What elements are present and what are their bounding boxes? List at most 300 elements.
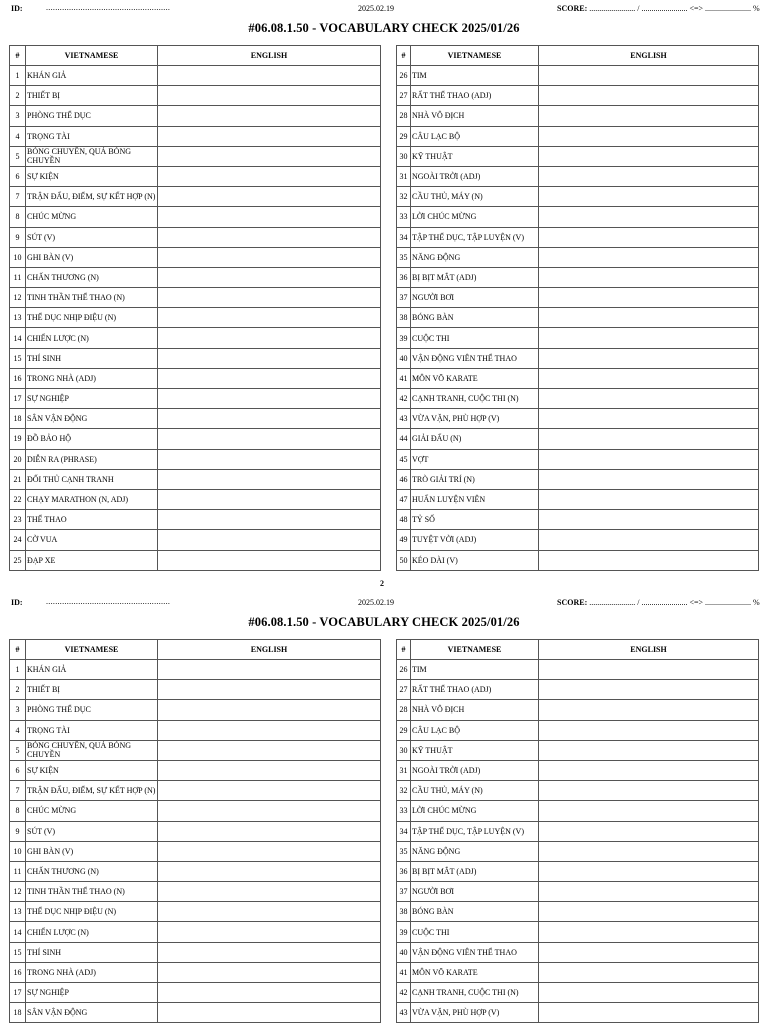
vocab-table-right (396, 45, 759, 571)
vietnamese-word: RẤT THỂ THAO (ADJ) (411, 680, 539, 700)
english-answer-cell[interactable] (158, 550, 381, 570)
vietnamese-word: SÂN VẬN ĐỘNG (26, 409, 158, 429)
english-answer-cell[interactable] (158, 660, 381, 680)
vietnamese-word: TUYỆT VỜI (ADJ) (411, 530, 539, 550)
english-answer-cell[interactable] (158, 760, 381, 780)
col-english-header: ENGLISH (158, 46, 381, 66)
row-number: 27 (397, 680, 411, 700)
english-answer-cell[interactable] (158, 781, 381, 801)
table-row (10, 720, 381, 740)
row-number: 34 (397, 821, 411, 841)
table-row (397, 267, 759, 287)
vietnamese-word: VẬN ĐỘNG VIÊN THỂ THAO (411, 942, 539, 962)
row-number: 26 (397, 660, 411, 680)
english-answer-cell[interactable] (158, 922, 381, 942)
table-row (10, 801, 381, 821)
row-number: 10 (10, 247, 26, 267)
worksheet-header (0, 2, 768, 16)
english-answer-cell[interactable] (539, 146, 759, 166)
row-number: 12 (10, 288, 26, 308)
table-row (10, 389, 381, 409)
vietnamese-word: CỜ VUA (26, 530, 158, 550)
row-number: 40 (397, 942, 411, 962)
english-answer-cell[interactable] (539, 429, 759, 449)
vietnamese-word: HUẤN LUYỆN VIÊN (411, 489, 539, 509)
vietnamese-word: NGƯỜI BƠI (411, 882, 539, 902)
english-answer-cell[interactable] (158, 902, 381, 922)
row-number: 34 (397, 227, 411, 247)
vietnamese-word: CÂU LẠC BỘ (411, 126, 539, 146)
english-answer-cell[interactable] (539, 267, 759, 287)
vietnamese-word: BÓNG CHUYỀN, QUẢ BÓNG CHUYỀN (26, 146, 158, 166)
row-number: 20 (10, 449, 26, 469)
vietnamese-word: CHIẾN LƯỢC (N) (26, 328, 158, 348)
score-blank: ....................... / ....................... <=> ....................... % (589, 4, 760, 13)
table-row (10, 962, 381, 982)
vietnamese-word: THIẾT BỊ (26, 680, 158, 700)
row-number: 37 (397, 288, 411, 308)
english-answer-cell[interactable] (539, 510, 759, 530)
row-number: 32 (397, 187, 411, 207)
english-answer-cell[interactable] (158, 801, 381, 821)
english-answer-cell[interactable] (158, 429, 381, 449)
row-number: 40 (397, 348, 411, 368)
english-answer-cell[interactable] (539, 821, 759, 841)
vietnamese-word: VỪA VẶN, PHÙ HỢP (V) (411, 409, 539, 429)
row-number: 30 (397, 740, 411, 760)
english-answer-cell[interactable] (539, 227, 759, 247)
row-number: 13 (10, 308, 26, 328)
table-row (10, 308, 381, 328)
table-row (397, 530, 759, 550)
vietnamese-word: BỊ BỊT MẮT (ADJ) (411, 267, 539, 287)
vietnamese-word: CUỘC THI (411, 328, 539, 348)
english-answer-cell[interactable] (158, 247, 381, 267)
english-answer-cell[interactable] (539, 550, 759, 570)
row-number: 8 (10, 207, 26, 227)
english-answer-cell[interactable] (158, 983, 381, 1003)
table-row (10, 700, 381, 720)
vietnamese-word: NĂNG ĐỘNG (411, 247, 539, 267)
vietnamese-word: VẬN ĐỘNG VIÊN THỂ THAO (411, 348, 539, 368)
table-row (397, 409, 759, 429)
vietnamese-word: MÔN VÕ KARATE (411, 962, 539, 982)
vietnamese-word: NGOÀI TRỜI (ADJ) (411, 166, 539, 186)
table-row (10, 166, 381, 186)
row-number: 14 (10, 922, 26, 942)
row-number: 2 (10, 680, 26, 700)
english-answer-cell[interactable] (539, 942, 759, 962)
table-row (10, 781, 381, 801)
date: 2025.02.19 (358, 4, 394, 13)
english-answer-cell[interactable] (539, 700, 759, 720)
row-number: 33 (397, 801, 411, 821)
page-title: #06.08.1.50 - VOCABULARY CHECK 2025/01/26 (248, 21, 520, 35)
vietnamese-word: ĐỐI THỦ CẠNH TRANH (26, 469, 158, 489)
row-number: 6 (10, 760, 26, 780)
table-row (10, 227, 381, 247)
row-number: 47 (397, 489, 411, 509)
english-answer-cell[interactable] (539, 962, 759, 982)
row-number: 48 (397, 510, 411, 530)
table-header-row (10, 46, 381, 66)
english-answer-cell[interactable] (158, 106, 381, 126)
table-row (10, 106, 381, 126)
row-number: 4 (10, 126, 26, 146)
english-answer-cell[interactable] (539, 680, 759, 700)
table-row (10, 288, 381, 308)
row-number: 17 (10, 389, 26, 409)
vietnamese-word: TRẬN ĐẤU, ĐIỂM, SỰ KẾT HỢP (N) (26, 781, 158, 801)
table-row (397, 680, 759, 700)
row-number: 7 (10, 781, 26, 801)
row-number: 26 (397, 66, 411, 86)
row-number: 3 (10, 700, 26, 720)
table-row (10, 942, 381, 962)
row-number: 5 (10, 740, 26, 760)
english-answer-cell[interactable] (158, 1003, 381, 1023)
table-row (397, 983, 759, 1003)
vietnamese-word: SÚT (V) (26, 821, 158, 841)
row-number: 35 (397, 841, 411, 861)
score-blank: ....................... / ....................... <=> ....................... % (589, 598, 760, 607)
english-answer-cell[interactable] (539, 308, 759, 328)
col-num-header: # (397, 640, 411, 660)
table-row (10, 841, 381, 861)
row-number: 22 (10, 489, 26, 509)
row-number: 25 (10, 550, 26, 570)
english-answer-cell[interactable] (539, 1003, 759, 1023)
row-number: 12 (10, 882, 26, 902)
english-answer-cell[interactable] (539, 389, 759, 409)
table-row (397, 348, 759, 368)
row-number: 18 (10, 1003, 26, 1023)
row-number: 17 (10, 983, 26, 1003)
english-answer-cell[interactable] (158, 720, 381, 740)
english-answer-cell[interactable] (539, 86, 759, 106)
row-number: 36 (397, 861, 411, 881)
english-answer-cell[interactable] (158, 166, 381, 186)
table-row (10, 126, 381, 146)
vietnamese-word: BÓNG BÀN (411, 308, 539, 328)
row-number: 50 (397, 550, 411, 570)
english-answer-cell[interactable] (158, 126, 381, 146)
table-row (10, 207, 381, 227)
table-row (397, 660, 759, 680)
row-number: 9 (10, 821, 26, 841)
english-answer-cell[interactable] (539, 530, 759, 550)
table-row (10, 660, 381, 680)
english-answer-cell[interactable] (539, 489, 759, 509)
english-answer-cell[interactable] (539, 106, 759, 126)
row-number: 10 (10, 841, 26, 861)
table-row (397, 166, 759, 186)
table-row (397, 922, 759, 942)
row-number: 29 (397, 126, 411, 146)
vietnamese-word: GHI BÀN (V) (26, 247, 158, 267)
table-row (10, 469, 381, 489)
date: 2025.02.19 (358, 598, 394, 607)
row-number: 19 (10, 429, 26, 449)
row-number: 13 (10, 902, 26, 922)
vietnamese-word: BÓNG CHUYỀN, QUẢ BÓNG CHUYỀN (26, 740, 158, 760)
vietnamese-word: NGƯỜI BƠI (411, 288, 539, 308)
row-number: 45 (397, 449, 411, 469)
vietnamese-word: SÂN VẬN ĐỘNG (26, 1003, 158, 1023)
row-number: 18 (10, 409, 26, 429)
english-answer-cell[interactable] (158, 66, 381, 86)
table-row (10, 489, 381, 509)
row-number: 3 (10, 106, 26, 126)
english-answer-cell[interactable] (539, 983, 759, 1003)
vietnamese-word: SỰ KIỆN (26, 760, 158, 780)
table-row (397, 66, 759, 86)
vietnamese-word: TỶ SỐ (411, 510, 539, 530)
table-row (10, 680, 381, 700)
row-number: 16 (10, 962, 26, 982)
english-answer-cell[interactable] (539, 368, 759, 388)
col-vietnamese-header: VIETNAMESE (411, 640, 539, 660)
vietnamese-word: KỸ THUẬT (411, 146, 539, 166)
english-answer-cell[interactable] (539, 207, 759, 227)
english-answer-cell[interactable] (539, 409, 759, 429)
table-row (397, 227, 759, 247)
english-answer-cell[interactable] (158, 700, 381, 720)
table-row (397, 429, 759, 449)
english-answer-cell[interactable] (158, 861, 381, 881)
table-row (397, 126, 759, 146)
vietnamese-word: TRẬN ĐẤU, ĐIỂM, SỰ KẾT HỢP (N) (26, 187, 158, 207)
english-answer-cell[interactable] (158, 489, 381, 509)
col-english-header: ENGLISH (158, 640, 381, 660)
english-answer-cell[interactable] (158, 308, 381, 328)
table-header-row (397, 640, 759, 660)
vietnamese-word: THIẾT BỊ (26, 86, 158, 106)
col-vietnamese-header: VIETNAMESE (26, 640, 158, 660)
english-answer-cell[interactable] (158, 942, 381, 962)
table-row (10, 550, 381, 570)
vietnamese-word: LỜI CHÚC MỪNG (411, 207, 539, 227)
english-answer-cell[interactable] (158, 882, 381, 902)
row-number: 39 (397, 328, 411, 348)
english-answer-cell[interactable] (539, 66, 759, 86)
table-row (10, 922, 381, 942)
col-vietnamese-header: VIETNAMESE (411, 46, 539, 66)
english-answer-cell[interactable] (539, 449, 759, 469)
row-number: 1 (10, 66, 26, 86)
table-row (10, 66, 381, 86)
english-answer-cell[interactable] (158, 469, 381, 489)
vietnamese-word: NHÀ VÔ ĐỊCH (411, 700, 539, 720)
english-answer-cell[interactable] (539, 247, 759, 267)
row-number: 46 (397, 469, 411, 489)
english-answer-cell[interactable] (158, 267, 381, 287)
vietnamese-word: VỪA VẶN, PHÙ HỢP (V) (411, 1003, 539, 1023)
table-row (397, 550, 759, 570)
vietnamese-word: TẬP THỂ DỤC, TẬP LUYỆN (V) (411, 227, 539, 247)
english-answer-cell[interactable] (539, 922, 759, 942)
english-answer-cell[interactable] (158, 740, 381, 760)
table-header-row (397, 46, 759, 66)
table-row (397, 489, 759, 509)
vietnamese-word: THỂ THAO (26, 510, 158, 530)
worksheet-header (0, 596, 768, 610)
vietnamese-word: TẬP THỂ DỤC, TẬP LUYỆN (V) (411, 821, 539, 841)
english-answer-cell[interactable] (539, 126, 759, 146)
vocab-table-left (9, 45, 381, 571)
table-row (10, 882, 381, 902)
table-row (397, 781, 759, 801)
row-number: 38 (397, 902, 411, 922)
col-english-header: ENGLISH (539, 640, 759, 660)
english-answer-cell[interactable] (158, 449, 381, 469)
table-row (10, 267, 381, 287)
col-english-header: ENGLISH (539, 46, 759, 66)
table-row (10, 760, 381, 780)
table-row (397, 308, 759, 328)
row-number: 23 (10, 510, 26, 530)
english-answer-cell[interactable] (158, 227, 381, 247)
vietnamese-word: CHẠY MARATHON (N, ADJ) (26, 489, 158, 509)
english-answer-cell[interactable] (539, 781, 759, 801)
vietnamese-word: TRONG NHÀ (ADJ) (26, 962, 158, 982)
table-row (10, 328, 381, 348)
english-answer-cell[interactable] (539, 801, 759, 821)
vietnamese-word: KÉO DÀI (V) (411, 550, 539, 570)
english-answer-cell[interactable] (539, 841, 759, 861)
english-answer-cell[interactable] (158, 841, 381, 861)
vietnamese-word: KHÁN GIẢ (26, 660, 158, 680)
table-row (10, 510, 381, 530)
english-answer-cell[interactable] (158, 348, 381, 368)
table-row (10, 368, 381, 388)
vietnamese-word: CHÚC MỪNG (26, 207, 158, 227)
vietnamese-word: CẦU THỦ, MÁY (N) (411, 187, 539, 207)
row-number: 43 (397, 409, 411, 429)
table-row (397, 1003, 759, 1023)
row-number: 27 (397, 86, 411, 106)
vocab-table-right (396, 639, 759, 1023)
english-answer-cell[interactable] (539, 902, 759, 922)
vietnamese-word: ĐẠP XE (26, 550, 158, 570)
vietnamese-word: PHÒNG THỂ DỤC (26, 106, 158, 126)
vietnamese-word: SỰ NGHIỆP (26, 983, 158, 1003)
vietnamese-word: CHẤN THƯƠNG (N) (26, 267, 158, 287)
row-number: 37 (397, 882, 411, 902)
vietnamese-word: GHI BÀN (V) (26, 841, 158, 861)
table-row (397, 449, 759, 469)
english-answer-cell[interactable] (158, 680, 381, 700)
english-answer-cell[interactable] (158, 207, 381, 227)
vietnamese-word: LỜI CHÚC MỪNG (411, 801, 539, 821)
english-answer-cell[interactable] (539, 348, 759, 368)
row-number: 6 (10, 166, 26, 186)
row-number: 15 (10, 348, 26, 368)
english-answer-cell[interactable] (158, 821, 381, 841)
table-row (397, 841, 759, 861)
vietnamese-word: ĐỒ BẢO HỘ (26, 429, 158, 449)
english-answer-cell[interactable] (539, 187, 759, 207)
vietnamese-word: KHÁN GIẢ (26, 66, 158, 86)
english-answer-cell[interactable] (158, 368, 381, 388)
table-row (10, 247, 381, 267)
english-answer-cell[interactable] (539, 166, 759, 186)
row-number: 38 (397, 308, 411, 328)
table-row (10, 187, 381, 207)
table-row (397, 700, 759, 720)
vietnamese-word: TINH THẦN THỂ THAO (N) (26, 882, 158, 902)
english-answer-cell[interactable] (539, 328, 759, 348)
row-number: 24 (10, 530, 26, 550)
english-answer-cell[interactable] (158, 962, 381, 982)
score-field (557, 4, 760, 13)
table-row (397, 247, 759, 267)
vietnamese-word: THỂ DỤC NHỊP ĐIỆU (N) (26, 902, 158, 922)
english-answer-cell[interactable] (539, 740, 759, 760)
english-answer-cell[interactable] (158, 389, 381, 409)
english-answer-cell[interactable] (158, 510, 381, 530)
english-answer-cell[interactable] (158, 187, 381, 207)
vietnamese-word: RẤT THỂ THAO (ADJ) (411, 86, 539, 106)
vietnamese-word: CẠNH TRANH, CUỘC THI (N) (411, 983, 539, 1003)
id-label: ID: (11, 4, 23, 13)
english-answer-cell[interactable] (158, 328, 381, 348)
vietnamese-word: CẠNH TRANH, CUỘC THI (N) (411, 389, 539, 409)
english-answer-cell[interactable] (158, 530, 381, 550)
table-row (10, 821, 381, 841)
row-number: 42 (397, 389, 411, 409)
english-answer-cell[interactable] (158, 288, 381, 308)
table-row (397, 801, 759, 821)
english-answer-cell[interactable] (158, 409, 381, 429)
row-number: 21 (10, 469, 26, 489)
row-number: 44 (397, 429, 411, 449)
english-answer-cell[interactable] (539, 882, 759, 902)
vietnamese-word: THÍ SINH (26, 348, 158, 368)
vietnamese-word: CUỘC THI (411, 922, 539, 942)
vietnamese-word: CHIẾN LƯỢC (N) (26, 922, 158, 942)
table-row (397, 962, 759, 982)
english-answer-cell[interactable] (158, 86, 381, 106)
table-row (10, 449, 381, 469)
vietnamese-word: TRÒ GIẢI TRÍ (N) (411, 469, 539, 489)
vietnamese-word: TIM (411, 660, 539, 680)
row-number: 41 (397, 368, 411, 388)
vietnamese-word: BÓNG BÀN (411, 902, 539, 922)
col-num-header: # (10, 640, 26, 660)
table-row (10, 348, 381, 368)
english-answer-cell[interactable] (158, 146, 381, 166)
table-row (397, 389, 759, 409)
english-answer-cell[interactable] (539, 288, 759, 308)
col-num-header: # (10, 46, 26, 66)
table-row (10, 429, 381, 449)
english-answer-cell[interactable] (539, 760, 759, 780)
english-answer-cell[interactable] (539, 861, 759, 881)
english-answer-cell[interactable] (539, 469, 759, 489)
vietnamese-word: SỰ KIỆN (26, 166, 158, 186)
english-answer-cell[interactable] (539, 660, 759, 680)
vietnamese-word: NHÀ VÔ ĐỊCH (411, 106, 539, 126)
table-row (10, 740, 381, 760)
vietnamese-word: TINH THẦN THỂ THAO (N) (26, 288, 158, 308)
col-vietnamese-header: VIETNAMESE (26, 46, 158, 66)
row-number: 16 (10, 368, 26, 388)
table-row (397, 328, 759, 348)
vietnamese-word: KỸ THUẬT (411, 740, 539, 760)
table-row (397, 510, 759, 530)
english-answer-cell[interactable] (539, 720, 759, 740)
